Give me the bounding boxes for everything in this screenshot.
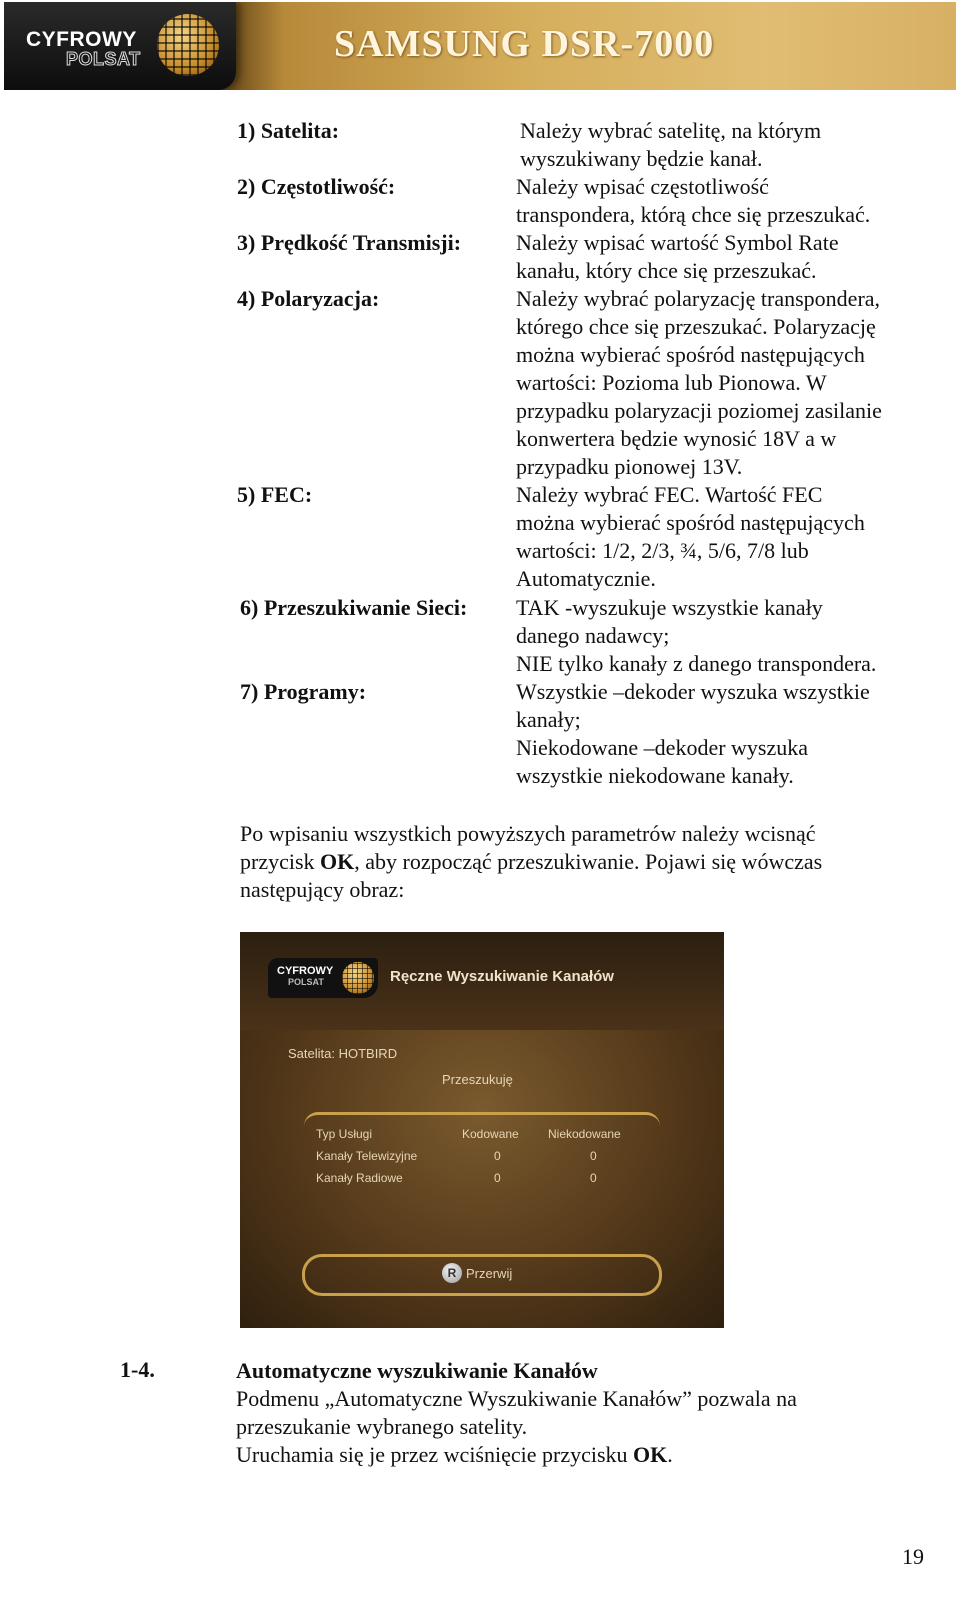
desc-line: Należy wpisać częstotliwość xyxy=(516,174,769,199)
screen-title: Ręczne Wyszukiwanie Kanałów xyxy=(390,968,614,985)
page-number: 19 xyxy=(902,1544,924,1569)
stop-button-label: Przerwij xyxy=(466,1266,513,1281)
results-table xyxy=(304,1112,660,1201)
row-tv-free: 0 xyxy=(590,1149,597,1163)
satellite-label: Satelita: HOTBIRD xyxy=(288,1046,398,1061)
desc-line: którego chce się przeszukać. Polaryzację xyxy=(516,314,876,339)
col-header-type: Typ Usługi xyxy=(316,1127,373,1141)
screen-logo xyxy=(268,958,378,998)
param-label: 2) Częstotliwość: xyxy=(237,174,396,199)
r-key-icon: R xyxy=(442,1263,462,1283)
page-title: SAMSUNG DSR-7000 xyxy=(334,23,715,65)
instruction-paragraph xyxy=(240,820,920,904)
desc-line: wartości: 1/2, 2/3, ¾, 5/6, 7/8 lub xyxy=(516,538,809,563)
screen-logo-line1: CYFROWY xyxy=(277,965,334,977)
section-number: 1-4. xyxy=(120,1357,155,1382)
param-label: 6) Przeszukiwanie Sieci: xyxy=(240,595,468,620)
ok-key-text: OK xyxy=(320,849,355,874)
section-line xyxy=(236,1441,936,1469)
param-desc xyxy=(520,117,940,173)
desc-line: kanały; xyxy=(516,707,581,732)
manual-search-screenshot xyxy=(240,932,724,1328)
desc-line: można wybierać spośród następujących xyxy=(516,510,865,535)
param-desc xyxy=(516,229,936,285)
desc-line: danego nadawcy; xyxy=(516,623,670,648)
param-desc xyxy=(516,678,936,790)
param-desc xyxy=(516,594,936,678)
desc-line: Należy wybrać FEC. Wartość FEC xyxy=(516,482,823,507)
desc-line: kanału, który chce się przeszukać. xyxy=(516,258,817,283)
param-label: 7) Programy: xyxy=(240,679,367,704)
desc-line: można wybierać spośród następujących xyxy=(516,342,865,367)
row-tv-name: Kanały Telewizyjne xyxy=(316,1149,418,1163)
desc-line: Należy wybrać satelitę, na którym xyxy=(520,118,822,143)
section-heading: Automatyczne wyszukiwanie Kanałów xyxy=(236,1358,598,1383)
instruction-line: Po wpisaniu wszystkich powyższych parametrów należy wcisnąć xyxy=(240,821,816,846)
desc-line: wartości: Pozioma lub Pionowa. W xyxy=(516,370,827,395)
instruction-line: następujący obraz: xyxy=(240,877,405,902)
desc-line: Należy wybrać polaryzację transpondera, xyxy=(516,286,881,311)
param-desc xyxy=(516,173,936,229)
ok-key-text: OK xyxy=(633,1442,668,1467)
desc-line: Należy wpisać wartość Symbol Rate xyxy=(516,230,839,255)
desc-line: Automatycznie. xyxy=(516,566,656,591)
param-desc xyxy=(516,285,936,481)
text-span: , aby rozpocząć przeszukiwanie. Pojawi się wówczas xyxy=(354,849,823,874)
scan-status: Przeszukuję xyxy=(442,1072,513,1087)
desc-line: NIE tylko kanały z danego transpondera. xyxy=(516,651,877,676)
text-span: Uruchamia się je przez wciśnięcie przycisku xyxy=(236,1442,634,1467)
col-header-coded: Kodowane xyxy=(462,1127,519,1141)
section-line: przeszukanie wybranego satelity. xyxy=(236,1414,528,1439)
desc-line: wyszukiwany będzie kanał. xyxy=(520,146,763,171)
row-radio-name: Kanały Radiowe xyxy=(316,1171,403,1185)
row-radio-free: 0 xyxy=(590,1171,597,1185)
desc-line: konwertera będzie wynosić 18V a w xyxy=(516,426,837,451)
desc-line: TAK -wyszukuje wszystkie kanały xyxy=(516,595,823,620)
param-label: 3) Prędkość Transmisji: xyxy=(237,230,462,255)
header-banner xyxy=(4,2,956,90)
param-label: 4) Polaryzacja: xyxy=(237,286,380,311)
cyfrowy-polsat-logo xyxy=(4,2,236,90)
section-body xyxy=(236,1357,936,1469)
col-header-free: Niekodowane xyxy=(548,1127,621,1141)
text-span: przycisk xyxy=(240,849,321,874)
text-span: . xyxy=(667,1442,673,1467)
logo-line1: CYFROWY xyxy=(26,28,137,51)
globe-icon xyxy=(342,962,374,994)
screen-header xyxy=(240,932,724,1030)
screen-logo-line2: POLSAT xyxy=(288,977,324,987)
desc-line: Niekodowane –dekoder wyszuka xyxy=(516,735,809,760)
row-tv-coded: 0 xyxy=(494,1149,501,1163)
instruction-line xyxy=(240,848,920,876)
desc-line: przypadku pionowej 13V. xyxy=(516,454,743,479)
row-radio-coded: 0 xyxy=(494,1171,501,1185)
desc-line: transpondera, którą chce się przeszukać. xyxy=(516,202,871,227)
desc-line: przypadku polaryzacji poziomej zasilanie xyxy=(516,398,882,423)
globe-icon xyxy=(157,14,219,76)
param-label: 1) Satelita: xyxy=(237,118,340,143)
section-line: Podmenu „Automatyczne Wyszukiwanie Kanałów” pozwala na xyxy=(236,1386,797,1411)
desc-line: Wszystkie –dekoder wyszuka wszystkie xyxy=(516,679,870,704)
logo-line2: POLSAT xyxy=(66,49,141,69)
param-label: 5) FEC: xyxy=(237,482,313,507)
param-desc xyxy=(516,481,936,593)
desc-line: wszystkie niekodowane kanały. xyxy=(516,763,794,788)
